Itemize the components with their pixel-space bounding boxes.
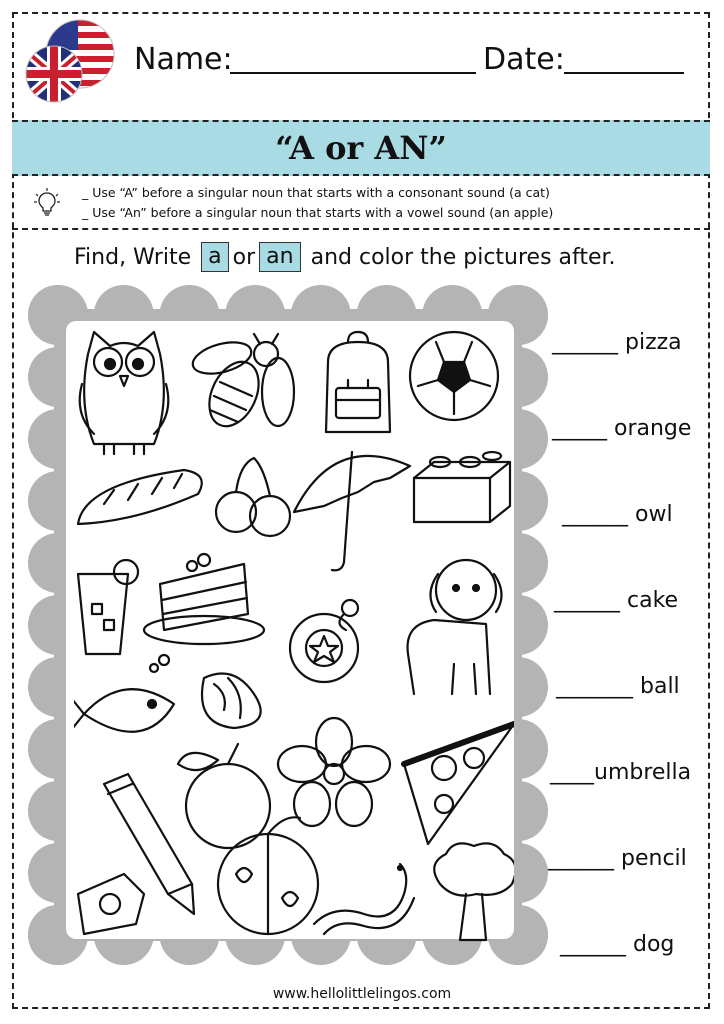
answer-blank[interactable]: ______	[548, 846, 614, 871]
word-label: pencil	[621, 846, 687, 871]
box-a: a	[201, 242, 228, 272]
date-label: Date:	[483, 42, 565, 77]
answer-blank[interactable]: _____	[552, 416, 607, 441]
lightbulb-icon	[34, 188, 60, 218]
name-label: Name:	[134, 42, 233, 77]
title-band	[12, 120, 710, 176]
word-label: cake	[627, 588, 679, 613]
word-label: orange	[614, 416, 692, 441]
answer-blank[interactable]: ____	[550, 760, 594, 785]
word-row-ball	[556, 674, 680, 699]
word-label: dog	[633, 932, 675, 957]
word-row-umbrella	[550, 760, 691, 785]
owl-picture	[80, 332, 169, 454]
instruction-or: or	[232, 244, 256, 270]
word-label: pizza	[625, 330, 682, 355]
word-label: ball	[640, 674, 680, 699]
footer-url[interactable]: www.hellolittlelingos.com	[272, 986, 452, 1002]
word-row-orange	[552, 416, 691, 441]
answer-blank[interactable]: ______	[552, 330, 618, 355]
word-row-dog	[560, 932, 674, 957]
tip-vowel: _ Use “An” before a singular noun that starts with a vowel sound (an apple)	[82, 205, 554, 220]
word-label: owl	[635, 502, 673, 527]
word-label: umbrella	[594, 760, 692, 785]
pictures	[74, 324, 514, 944]
word-row-pencil	[548, 846, 687, 871]
flags-icon	[18, 16, 118, 106]
answer-blank[interactable]: ______	[554, 588, 620, 613]
box-an: an	[259, 242, 300, 272]
word-row-pizza	[552, 330, 682, 355]
name-field[interactable]	[230, 72, 476, 74]
instruction	[74, 242, 616, 272]
tip-consonant: _ Use “A” before a singular noun that starts with a consonant sound (a cat)	[82, 185, 550, 200]
instruction-part1: Find, Write	[74, 244, 192, 270]
date-field[interactable]	[564, 72, 684, 74]
word-row-cake	[554, 588, 678, 613]
word-row-owl	[562, 502, 673, 527]
page-title: “A or AN”	[275, 129, 447, 167]
instruction-part2: and color the pictures after.	[310, 244, 616, 270]
tips-box	[12, 176, 710, 230]
answer-blank[interactable]: ______	[562, 502, 628, 527]
answer-blank[interactable]: _______	[556, 674, 633, 699]
answer-blank[interactable]: ______	[560, 932, 626, 957]
